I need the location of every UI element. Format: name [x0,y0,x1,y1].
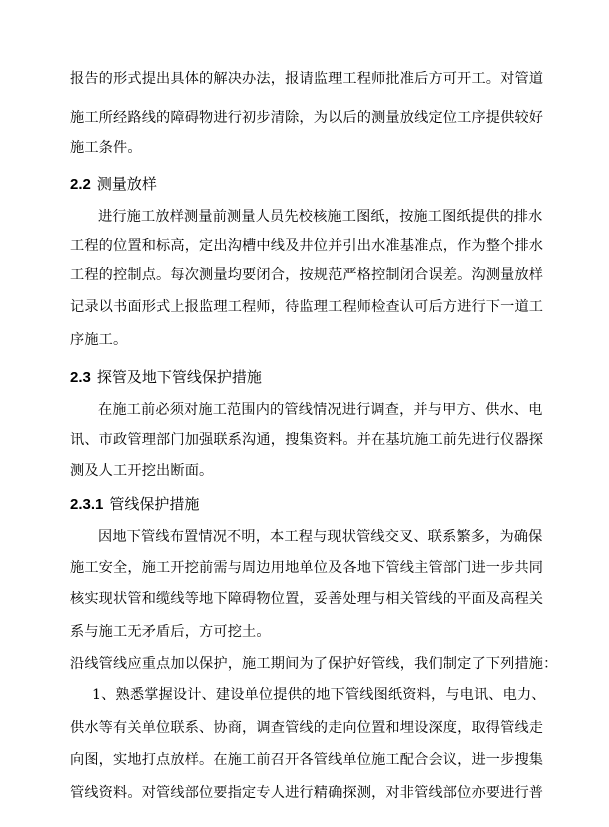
section-heading-2-2 [70,173,157,195]
paragraph-1-line-1: 报告的形式提出具体的解决办法，报请监理工程师批准后方可开工。对管道 [70,71,544,87]
paragraph-1-line-3: 施工条件。 [70,140,142,156]
paragraph-4-line-3: 核实现状管和缆线等地下障碍物位置，妥善处理与相关管线的平面及高程关 [70,591,544,607]
paragraph-3-line-2: 讯、市政管理部门加强联系沟通，搜集资料。并在基坑施工前先进行仪器探 [70,432,544,448]
paragraph-5-line-1: 沿线管线应重点加以保护，施工期间为了保护好管线，我们制定了下列措施： [70,656,558,672]
paragraph-3-line-1: 在施工前必须对施工范围内的管线情况进行调查，并与甲方、供水、电 [98,402,543,418]
section-title: 探管及地下管线保护措施 [96,368,262,386]
paragraph-2-line-1: 进行施工放样测量前测量人员先校核施工图纸，按施工图纸提供的排水 [98,209,543,225]
paragraph-4-line-1: 因地下管线布置情况不明，本工程与现状管线交叉、联系繁多，为确保 [98,529,543,545]
list-item-1-line-1: 1、熟悉掌握设计、建设单位提供的地下管线图纸资料，与电讯、电力、 [92,687,546,703]
section-heading-2-3 [70,366,262,388]
paragraph-3-line-3: 测及人工开挖出断面。 [70,463,214,479]
paragraph-1-line-2: 施工所经路线的障碍物进行初步清除，为以后的测量放线定位工序提供较好 [70,110,544,126]
section-title: 测量放样 [96,175,157,193]
paragraph-2-line-4: 记录以书面形式上报监理工程师，待监理工程师检查认可后方进行下一道工 [70,299,544,315]
section-number: 2.2 [70,176,91,193]
list-item-1-line-3: 向图，实地打点放样。在施工前召开各管线单位施工配合会议，进一步搜集 [70,752,544,768]
paragraph-4-line-2: 施工安全，施工开挖前需与周边用地单位及各地下管线主管部门进一步共同 [70,560,544,576]
section-heading-2-3-1 [70,493,199,515]
paragraph-4-line-4: 系与施工无矛盾后，方可挖土。 [70,624,271,640]
paragraph-2-line-2: 工程的位置和标高，定出沟槽中线及井位并引出水准基准点，作为整个排水 [70,238,544,254]
list-item-1-line-2: 供水等有关单位联系、协商，调查管线的走向位置和埋设深度，取得管线走 [70,720,544,736]
list-item-1-line-4: 管线资料。对管线部位要指定专人进行精确探测，对非管线部位亦要进行普 [70,785,544,801]
paragraph-2-line-5: 序施工。 [70,332,128,348]
section-number: 2.3.1 [70,496,104,513]
paragraph-2-line-3: 工程的控制点。每次测量均要闭合，按规范严格控制闭合误差。沟测量放样 [70,267,544,283]
section-title: 管线保护措施 [109,495,200,513]
section-number: 2.3 [70,369,91,386]
